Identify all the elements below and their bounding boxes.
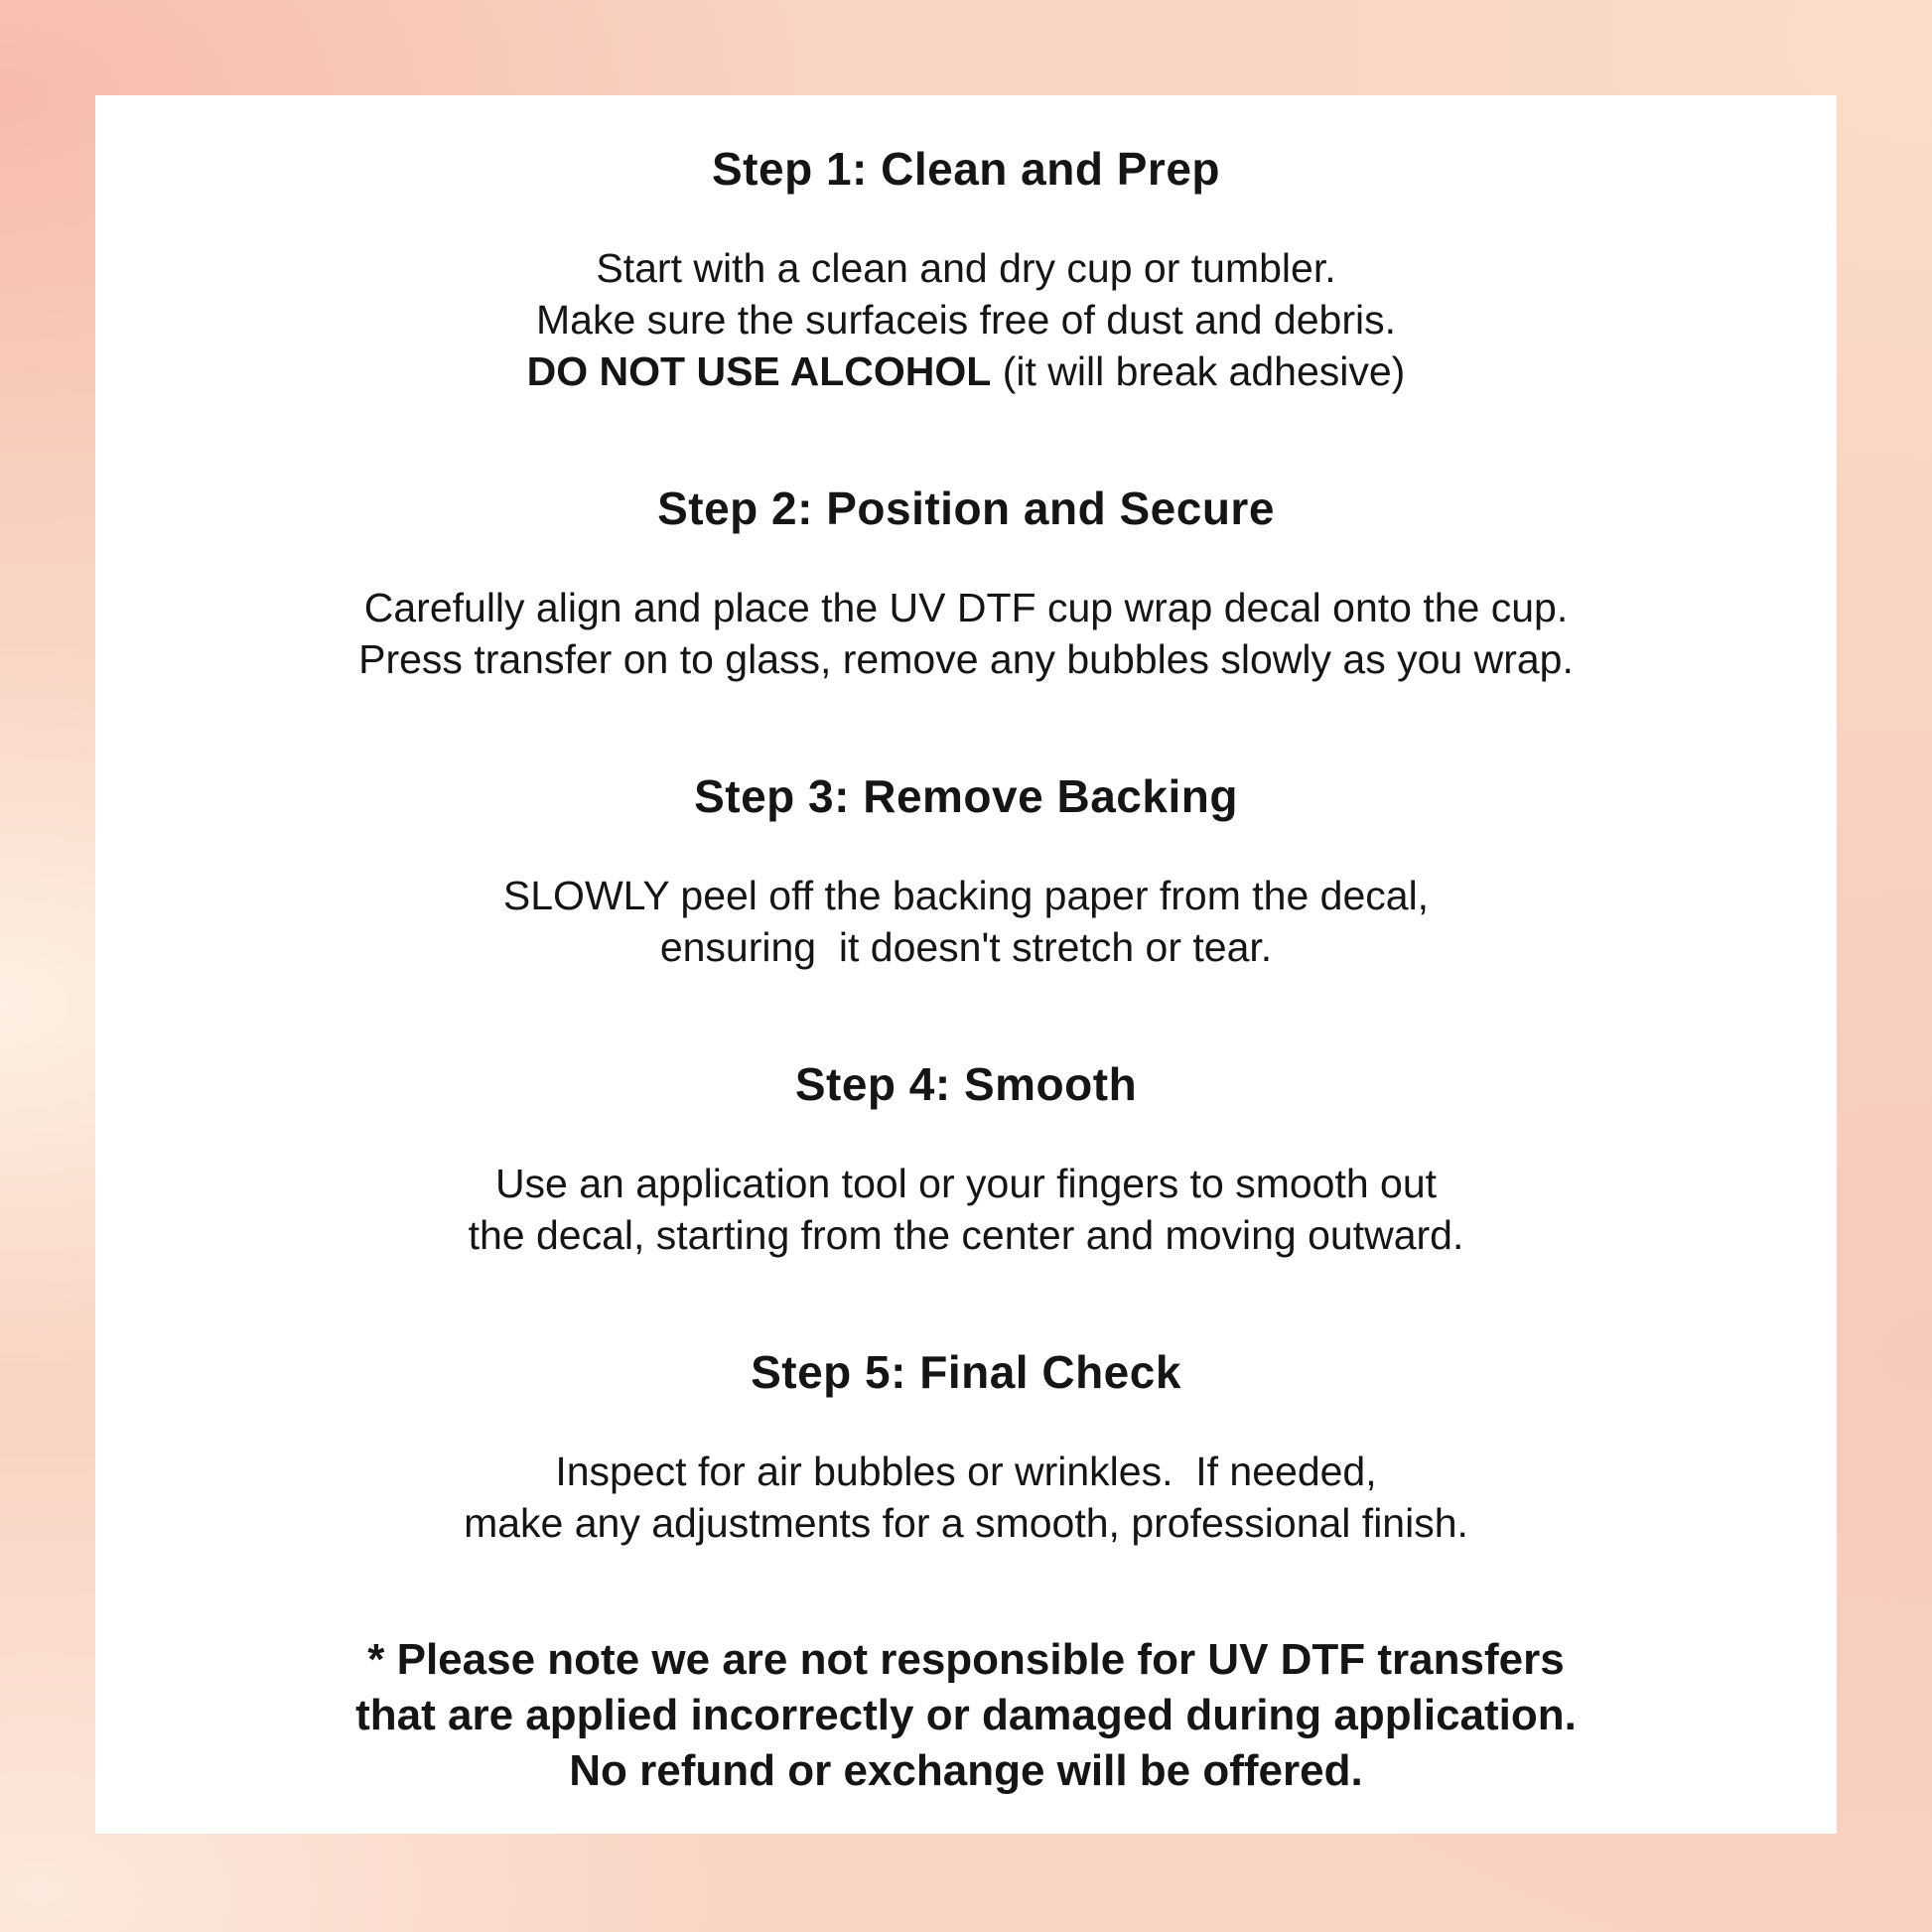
step-4-heading: Step 4: Smooth: [794, 1058, 1138, 1110]
step-3-section: [135, 768, 1797, 973]
step-1-line-2: Make sure the surfaceis free of dust and debris.: [535, 297, 1396, 343]
disclaimer-line-2: that are applied incorrectly or damaged during application.: [355, 1691, 1577, 1739]
step-2-section: [135, 481, 1797, 685]
instruction-card: [95, 95, 1837, 1834]
step-1-line-1: Start with a clean and dry cup or tumbler.: [596, 245, 1336, 291]
step-2-heading: Step 2: Position and Secure: [657, 483, 1275, 534]
alert-rest-text: (it will break adhesive): [991, 348, 1406, 394]
step-5-line-1: Inspect for air bubbles or wrinkles. If needed,: [555, 1449, 1377, 1494]
step-1-section: [135, 141, 1797, 397]
step-5-section: [135, 1344, 1797, 1549]
step-1-alert-line: [135, 345, 1797, 397]
step-5-heading: Step 5: Final Check: [751, 1346, 1181, 1398]
disclaimer-line-1: * Please note we are not responsible for UV DTF transfers: [367, 1635, 1565, 1684]
disclaimer: [135, 1632, 1797, 1799]
step-2-line-2: Press transfer on to glass, remove any bubbles slowly as you wrap.: [358, 636, 1574, 682]
step-3-line-1: SLOWLY peel off the backing paper from the decal,: [502, 873, 1430, 918]
alert-bold-text: DO NOT USE ALCOHOL: [526, 348, 992, 394]
step-1-heading: Step 1: Clean and Prep: [711, 143, 1220, 195]
step-4-line-2: the decal, starting from the center and moving outward.: [468, 1212, 1464, 1258]
step-4-section: [135, 1056, 1797, 1261]
step-5-line-2: make any adjustments for a smooth, professional finish.: [464, 1500, 1468, 1546]
disclaimer-line-3: No refund or exchange will be offered.: [569, 1746, 1363, 1795]
step-3-line-2: ensuring it doesn't stretch or tear.: [659, 924, 1273, 970]
step-2-line-1: Carefully align and place the UV DTF cup wrap decal onto the cup.: [363, 585, 1569, 630]
step-4-line-1: Use an application tool or your fingers to smooth out: [494, 1161, 1438, 1206]
step-3-heading: Step 3: Remove Backing: [694, 770, 1238, 822]
